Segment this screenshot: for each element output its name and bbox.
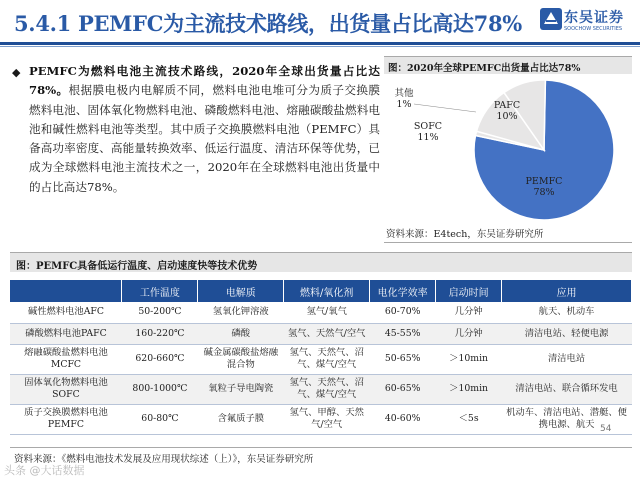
footer-divider (10, 447, 632, 448)
table-cell: 航天、机动车 (502, 302, 632, 323)
slice-value-other: 1% (396, 99, 412, 110)
table-cell: 氢气、天然气、沼气、煤气/空气 (284, 344, 370, 374)
slice-label-pafc: PAFC (493, 100, 521, 111)
table-cell: ＜5s (436, 404, 502, 434)
column-header: 电化学效率 (370, 280, 436, 302)
table-cell: 氢氧化钾溶液 (198, 302, 284, 323)
summary-bullet (12, 62, 380, 197)
table-cell: 几分钟 (436, 323, 502, 344)
table-cell: 碱金属碳酸盐熔融混合物 (198, 344, 284, 374)
table-cell: 160-220℃ (122, 323, 198, 344)
table-cell: 清洁电站、轻便电源 (502, 323, 632, 344)
chart-header (384, 56, 632, 74)
column-header (10, 280, 122, 302)
table-cell: ＞10min (436, 344, 502, 374)
table-cell: 质子交换膜燃料电池PEMFC (10, 404, 122, 434)
slice-label-sofc: SOFC (413, 121, 443, 132)
table-cell: 60-70% (370, 302, 436, 323)
table-cell: 固体氧化物燃料电池SOFC (10, 374, 122, 404)
title-divider (0, 42, 640, 45)
table-cell: 碱性燃料电池AFC (10, 302, 122, 323)
table-caption: 图：PEMFC具备低运行温度、启动速度快等技术优势 (16, 261, 258, 272)
table-cell: 清洁电站、联合循环发电 (502, 374, 632, 404)
table-cell: 60-65% (370, 374, 436, 404)
pie-chart (384, 74, 632, 224)
pie-chart-panel (384, 56, 632, 244)
table-row (10, 374, 632, 404)
table-cell: 50-200℃ (122, 302, 198, 323)
brand-mark-icon (540, 8, 562, 30)
title-divider-thin (0, 46, 640, 47)
table-cell: 40-60% (370, 404, 436, 434)
table-cell: 氢气、天然气/空气 (284, 323, 370, 344)
table-cell: 氢气、天然气、沼气、煤气/空气 (284, 374, 370, 404)
slice-value-pemfc: 78% (533, 187, 555, 198)
slice-value-pafc: 10% (496, 111, 518, 122)
watermark: 头条 @大话数据 (4, 464, 85, 477)
table-row (10, 302, 632, 323)
page-number: 54 (600, 424, 612, 434)
table-cell: 清洁电站 (502, 344, 632, 374)
table-cell: 熔融碳酸盐燃料电池MCFC (10, 344, 122, 374)
chart-title: 图：2020年全球PEMFC出货量占比达78% (388, 63, 581, 74)
table-row (10, 323, 632, 344)
chart-divider (384, 242, 632, 243)
table-cell: 60-80℃ (122, 404, 198, 434)
column-header: 工作温度 (122, 280, 198, 302)
table-cell: 800-1000℃ (122, 374, 198, 404)
brand-name-en: SOOCHOW SECURITIES (564, 26, 623, 32)
page-title: 5.4.1 PEMFC为主流技术路线，出货量占比高达78% (14, 11, 522, 36)
table-cell: 620-660℃ (122, 344, 198, 374)
leader-line-other (414, 104, 476, 112)
table-cell: ＞10min (436, 374, 502, 404)
column-header: 启动时间 (436, 280, 502, 302)
table-row (10, 344, 632, 374)
table-cell: 氧粒子导电陶瓷 (198, 374, 284, 404)
brand-logo (540, 6, 636, 38)
summary-text: 根据膜电极内电解质不同，燃料电池电堆可分为质子交换膜燃料电池、固体氧化物燃料电池、磷酸燃料电池、熔融碳酸盐燃料电池和碱性燃料电池等类型。其中质子交换膜燃料电池（PEMFC）具备高功率密度、高能量转换效率、低运行温度、清洁环保等优势，已成为全球燃料电池主流技术之一，2020年在全球燃料电池出货量中的占比高达78%。 (29, 83, 380, 194)
slice-label-pemfc: PEMFC (525, 176, 563, 187)
column-header: 电解质 (198, 280, 284, 302)
table-cell: 磷酸燃料电池PAFC (10, 323, 122, 344)
fuel-cell-comparison-table (10, 280, 632, 435)
title-bar (0, 0, 640, 44)
table-cell: 磷酸 (198, 323, 284, 344)
table-header-bar (10, 252, 632, 272)
table-row (10, 404, 632, 434)
chart-source: 资料来源：E4tech，东吴证券研究所 (386, 229, 544, 240)
column-header: 应用 (502, 280, 632, 302)
table-cell: 几分钟 (436, 302, 502, 323)
column-header: 燃料/氧化剂 (284, 280, 370, 302)
summary-lead: PEMFC为燃料电池主流技术路线，2020年全球出货量占比达78%。 (29, 64, 380, 98)
table-cell: 机动车、清洁电站、潜艇、便携电源、航天 (502, 404, 632, 434)
slice-value-sofc: 11% (417, 132, 439, 143)
table-cell: 含氟质子膜 (198, 404, 284, 434)
table-cell: 氢气/氧气 (284, 302, 370, 323)
table-source: 资料来源：《燃料电池技术发展及应用现状综述（上）》，东吴证券研究所 (14, 454, 314, 465)
table-cell: 氢气、甲醇、天然气/空气 (284, 404, 370, 434)
summary-paragraph (29, 62, 380, 197)
table-cell: 50-65% (370, 344, 436, 374)
table-cell: 45-55% (370, 323, 436, 344)
bullet-diamond-icon: ◆ (12, 66, 21, 79)
table-header-row (10, 280, 632, 302)
slice-label-other: 其他 (394, 88, 414, 99)
brand-name: 东吴证券 (564, 10, 624, 26)
